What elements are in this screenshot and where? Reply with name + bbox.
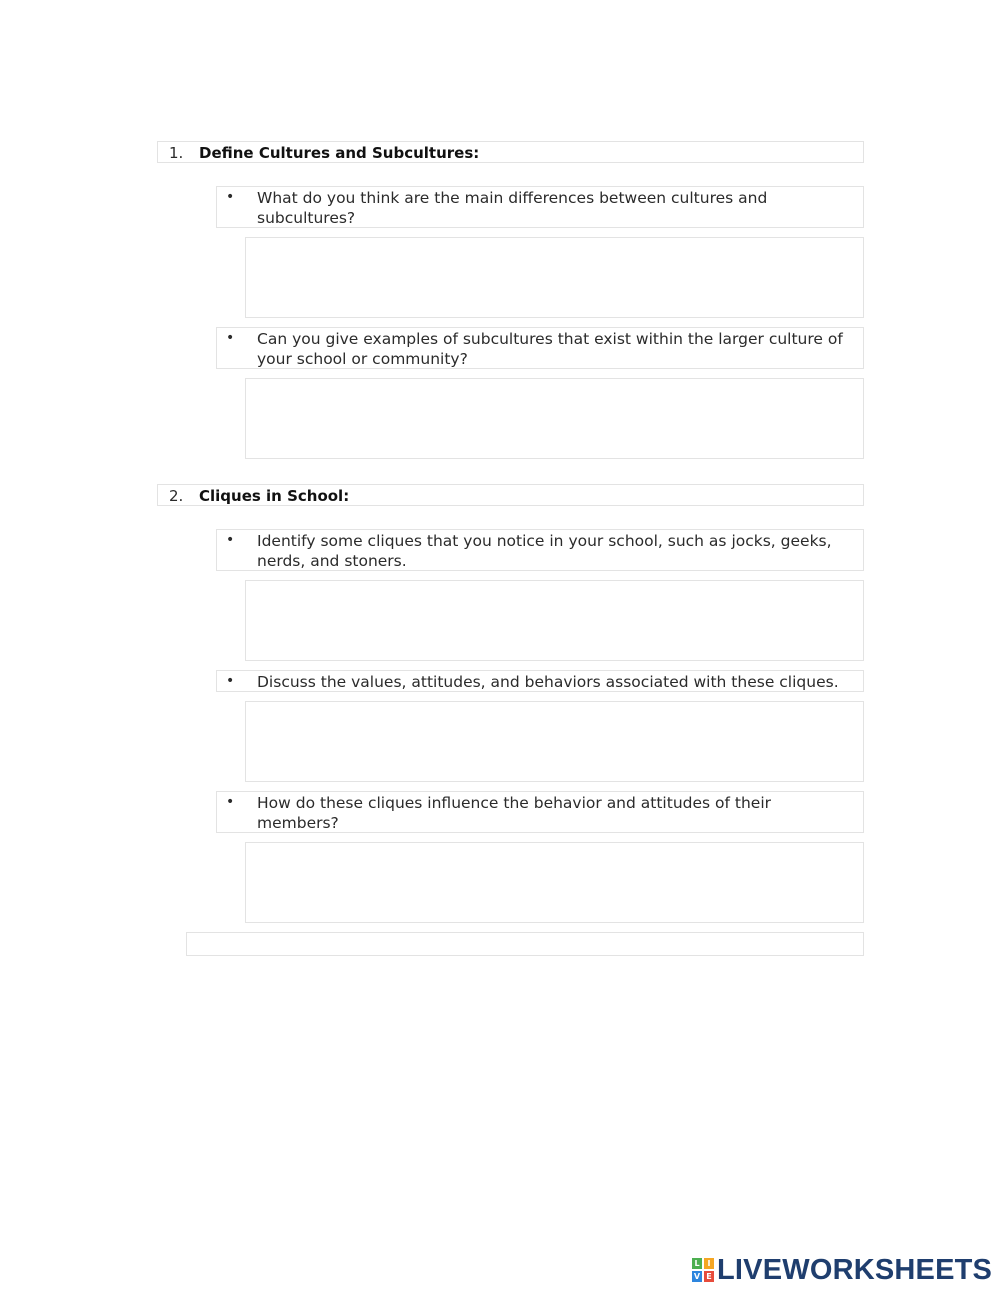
- section-2-heading: [157, 484, 864, 506]
- question-text: What do you think are the main differences between cultures and subcultures?: [257, 189, 768, 227]
- question-item: [216, 327, 864, 369]
- answer-box[interactable]: [245, 378, 864, 459]
- question-text: How do these cliques influence the behavior and attitudes of their members?: [257, 794, 771, 832]
- question-item: [216, 791, 864, 833]
- answer-box[interactable]: [245, 237, 864, 318]
- logo-mark-icon: [692, 1258, 714, 1282]
- logo-mark-letter: I: [704, 1258, 714, 1269]
- logo-mark-letter: E: [704, 1271, 714, 1282]
- bullet-icon: •: [226, 794, 235, 810]
- answer-box[interactable]: [245, 701, 864, 782]
- logo-mark-letter: L: [692, 1258, 702, 1269]
- answer-box[interactable]: [245, 842, 864, 923]
- question-text: Discuss the values, attitudes, and behaviors associated with these cliques.: [257, 673, 839, 691]
- logo-mark-letter: V: [693, 1272, 701, 1281]
- question-text: Can you give examples of subcultures that exist within the larger culture of your school or community?: [257, 330, 843, 368]
- section-number: 1.: [169, 144, 184, 162]
- bullet-icon: •: [226, 330, 235, 346]
- section-1-heading: [157, 141, 864, 163]
- bullet-icon: •: [226, 673, 235, 689]
- section-number: 2.: [169, 487, 184, 505]
- bullet-icon: •: [226, 189, 235, 205]
- section-title: Define Cultures and Subcultures:: [199, 144, 480, 162]
- question-item: [216, 529, 864, 571]
- empty-field: [186, 932, 864, 956]
- question-item: [216, 186, 864, 228]
- question-item: [216, 670, 864, 692]
- question-text: Identify some cliques that you notice in your school, such as jocks, geeks, nerds, and stoners.: [257, 532, 832, 570]
- bullet-icon: •: [226, 532, 235, 548]
- liveworksheets-logo: [692, 1255, 992, 1285]
- section-title: Cliques in School:: [199, 487, 350, 505]
- answer-box[interactable]: [245, 580, 864, 661]
- logo-text: LIVEWORKSHEETS: [717, 1253, 993, 1286]
